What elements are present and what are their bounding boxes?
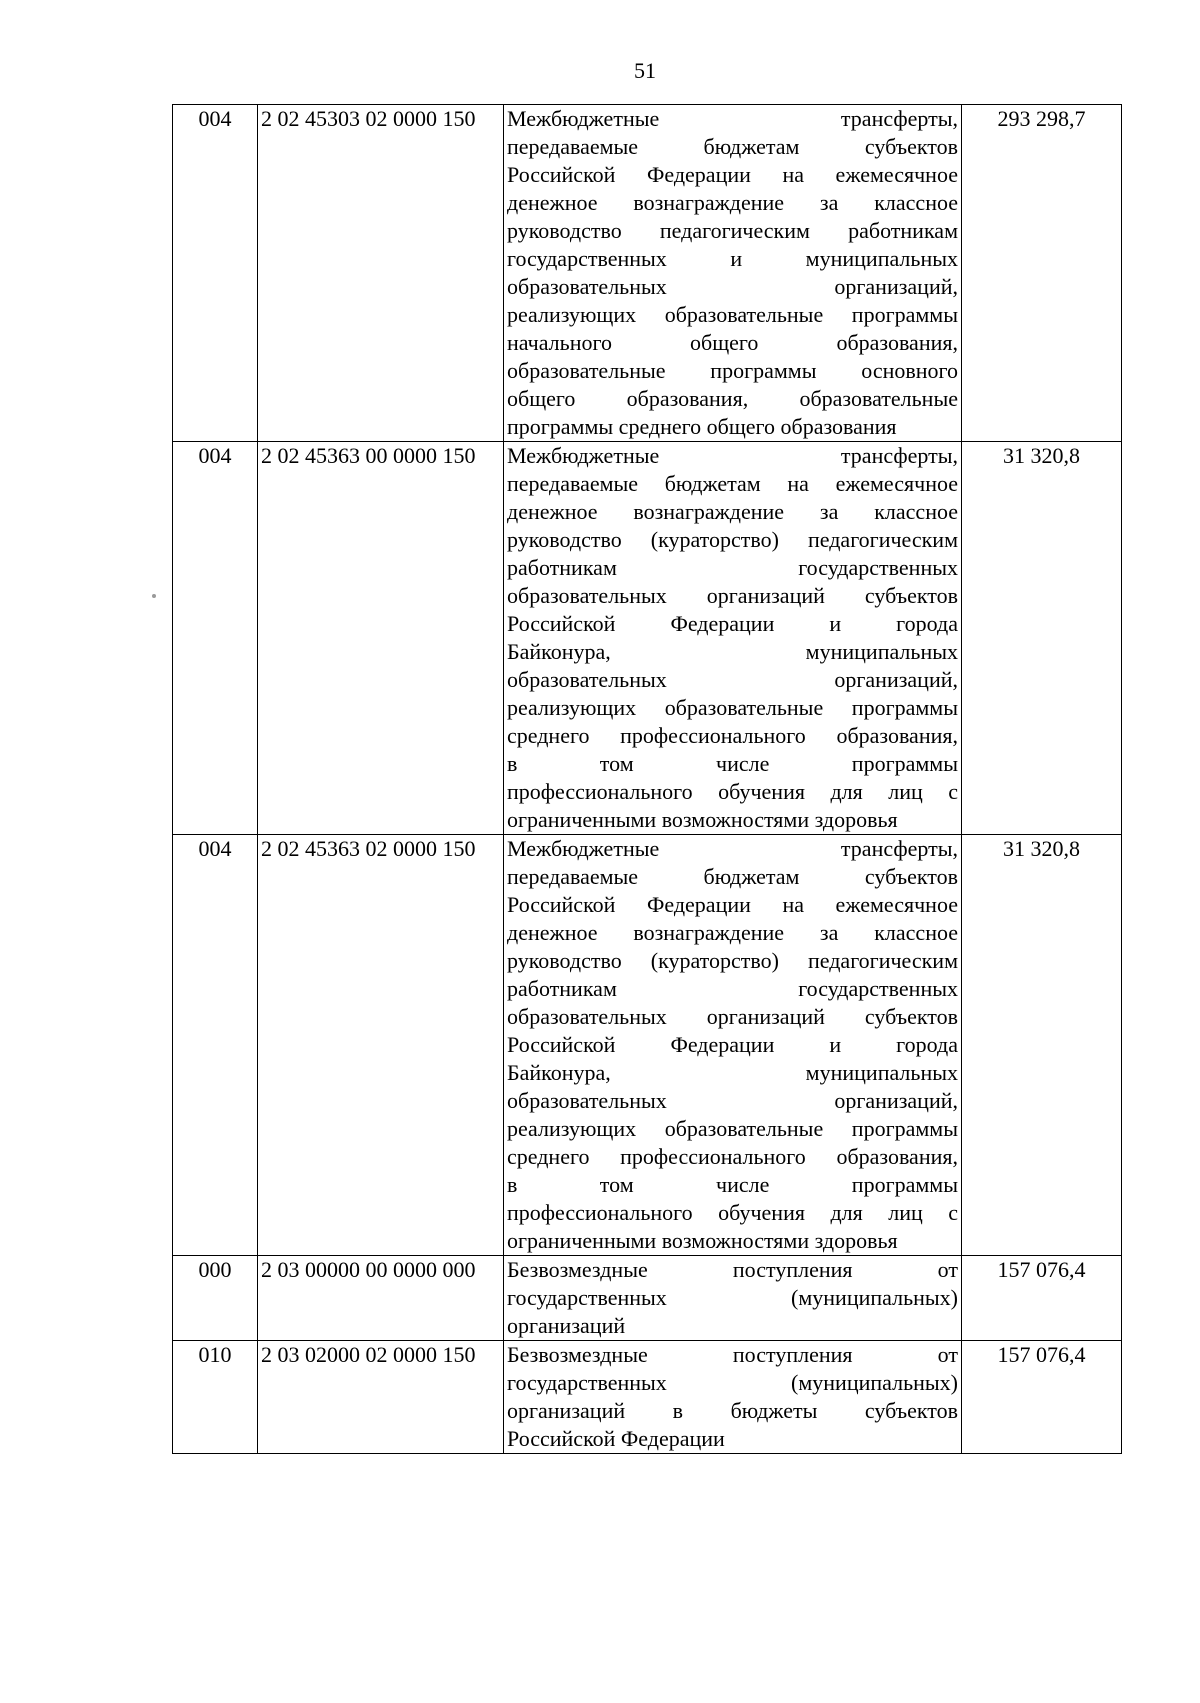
amount-cell: 31 320,8 [962, 835, 1122, 1256]
name-line: руководство (кураторство) педагогическим [507, 948, 958, 973]
table-row [173, 1256, 1122, 1341]
name-line: организаций [507, 1313, 626, 1338]
table-row [173, 442, 1122, 835]
name-line: передаваемые бюджетам на ежемесячное [507, 471, 958, 496]
name-line: образовательных организаций, [507, 274, 958, 299]
name-line: денежное вознаграждение за классное [507, 920, 958, 945]
name-line: денежное вознаграждение за классное [507, 499, 958, 524]
name-line: ограниченными возможностями здоровья [507, 1228, 898, 1253]
admin-code-cell: 004 [173, 105, 258, 442]
name-line: образовательных организаций субъектов [507, 583, 958, 608]
admin-code-cell: 010 [173, 1341, 258, 1454]
name-line: Безвозмездные поступления от [507, 1342, 958, 1367]
table-row [173, 835, 1122, 1256]
admin-code-cell: 000 [173, 1256, 258, 1341]
name-line: Российской Федерации и города [507, 1032, 958, 1057]
name-line: Байконура, муниципальных [507, 639, 958, 664]
name-line: образовательные программы основного [507, 358, 958, 383]
revenue-table-body [173, 105, 1122, 1454]
name-line: программы среднего общего образования [507, 414, 897, 439]
name-line: профессионального обучения для лиц с [507, 1200, 958, 1225]
name-line: реализующих образовательные программы [507, 302, 958, 327]
name-line: образовательных организаций субъектов [507, 1004, 958, 1029]
budget-code-cell: 2 02 45363 00 0000 150 [258, 442, 504, 835]
amount-cell: 31 320,8 [962, 442, 1122, 835]
name-line: Межбюджетные трансферты, [507, 836, 958, 861]
name-line: Российской Федерации [507, 1426, 725, 1451]
amount-cell: 157 076,4 [962, 1256, 1122, 1341]
name-line: государственных (муниципальных) [507, 1370, 958, 1395]
amount-cell: 293 298,7 [962, 105, 1122, 442]
name-line: в том числе программы [507, 1172, 958, 1197]
revenue-name-cell [504, 1256, 962, 1341]
name-line: профессионального обучения для лиц с [507, 779, 958, 804]
name-line: общего образования, образовательные [507, 386, 958, 411]
name-line: Российской Федерации и города [507, 611, 958, 636]
name-line: денежное вознаграждение за классное [507, 190, 958, 215]
name-line: руководство педагогическим работникам [507, 218, 958, 243]
revenue-table [172, 104, 1122, 1454]
name-line: работникам государственных [507, 976, 958, 1001]
name-line: реализующих образовательные программы [507, 1116, 958, 1141]
scan-dot-mark [152, 594, 156, 598]
name-line: Межбюджетные трансферты, [507, 443, 958, 468]
table-row [173, 105, 1122, 442]
name-line: Байконура, муниципальных [507, 1060, 958, 1085]
name-line: работникам государственных [507, 555, 958, 580]
name-line: передаваемые бюджетам субъектов [507, 864, 958, 889]
name-line: ограниченными возможностями здоровья [507, 807, 898, 832]
name-line: Российской Федерации на ежемесячное [507, 892, 958, 917]
name-line: передаваемые бюджетам субъектов [507, 134, 958, 159]
page-number: 51 [634, 58, 656, 83]
name-line: руководство (кураторство) педагогическим [507, 527, 958, 552]
name-line: в том числе программы [507, 751, 958, 776]
budget-code-cell: 2 03 00000 00 0000 000 [258, 1256, 504, 1341]
budget-code-cell: 2 02 45363 02 0000 150 [258, 835, 504, 1256]
revenue-name-cell [504, 1341, 962, 1454]
amount-cell: 157 076,4 [962, 1341, 1122, 1454]
revenue-name-cell [504, 105, 962, 442]
budget-code-cell: 2 02 45303 02 0000 150 [258, 105, 504, 442]
revenue-name-cell [504, 442, 962, 835]
admin-code-cell: 004 [173, 442, 258, 835]
name-line: начального общего образования, [507, 330, 958, 355]
name-line: образовательных организаций, [507, 1088, 958, 1113]
name-line: среднего профессионального образования, [507, 723, 958, 748]
admin-code-cell: 004 [173, 835, 258, 1256]
revenue-name-cell [504, 835, 962, 1256]
name-line: Российской Федерации на ежемесячное [507, 162, 958, 187]
name-line: среднего профессионального образования, [507, 1144, 958, 1169]
name-line: реализующих образовательные программы [507, 695, 958, 720]
table-row [173, 1341, 1122, 1454]
name-line: образовательных организаций, [507, 667, 958, 692]
name-line: организаций в бюджеты субъектов [507, 1398, 958, 1423]
name-line: Межбюджетные трансферты, [507, 106, 958, 131]
name-line: государственных (муниципальных) [507, 1285, 958, 1310]
name-line: Безвозмездные поступления от [507, 1257, 958, 1282]
budget-code-cell: 2 03 02000 02 0000 150 [258, 1341, 504, 1454]
name-line: государственных и муниципальных [507, 246, 958, 271]
